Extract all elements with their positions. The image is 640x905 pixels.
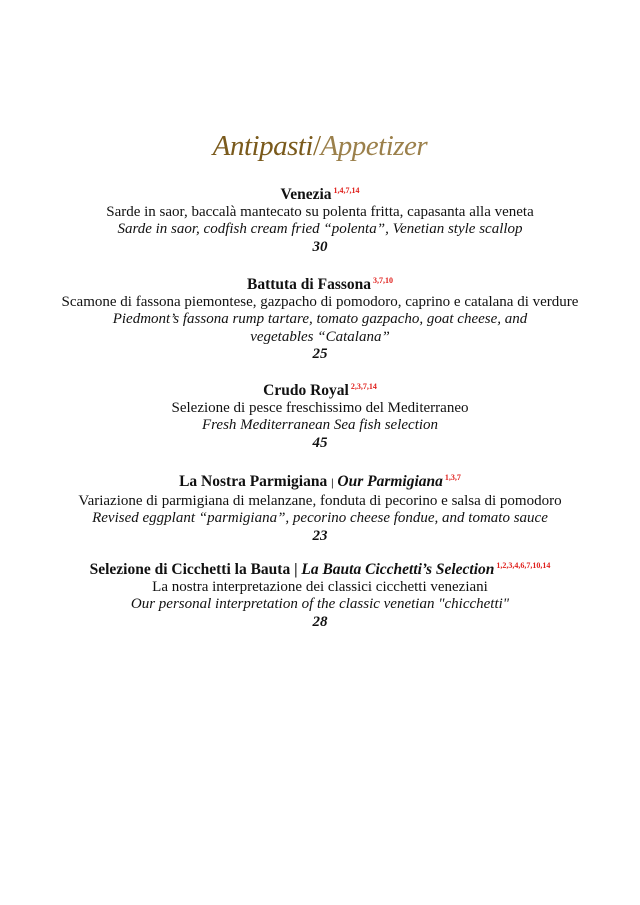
item-name	[40, 378, 600, 400]
name-separator: |	[294, 561, 298, 578]
item-description-it: Selezione di pesce freschissimo del Mediterraneo	[171, 399, 469, 416]
item-description-en: Sarde in saor, codfish cream fried “polenta”, Venetian style scallop	[117, 221, 523, 237]
menu-item	[40, 182, 600, 256]
item-description-en: Piedmont’s fassona rump tartare, tomato gazpacho, goat cheese, and vegetables “Catalana”	[112, 311, 528, 345]
item-name-en: Our Parmigiana	[337, 473, 443, 490]
item-name	[40, 469, 600, 493]
title-english: Appetizer	[320, 130, 428, 162]
menu-item	[40, 378, 600, 452]
allergens: 1,3,7	[444, 473, 461, 482]
item-price: 45	[312, 434, 328, 451]
item-name-it: La Nostra Parmigiana	[179, 473, 328, 490]
item-description-it: Sarde in saor, baccalà mantecato su polenta fritta, capasanta alla veneta	[106, 203, 534, 220]
item-name-it: Battuta di Fassona	[246, 276, 372, 293]
item-name	[40, 557, 600, 579]
title-separator: /	[313, 130, 321, 162]
title-italian: Antipasti	[212, 130, 313, 162]
item-name-it: Selezione di Cicchetti la Bauta	[89, 561, 291, 578]
menu-item	[40, 272, 600, 364]
menu-item	[40, 469, 600, 545]
allergens: 3,7,10	[373, 276, 394, 285]
item-name-it: Venezia	[280, 186, 332, 203]
menu-item	[40, 557, 600, 631]
item-price: 30	[312, 238, 328, 255]
section-title	[0, 130, 640, 163]
item-description-en: Fresh Mediterranean Sea fish selection	[201, 417, 439, 433]
item-name-it: Crudo Royal	[263, 382, 349, 399]
allergens: 1,4,7,14	[333, 186, 360, 195]
allergens: 2,3,7,14	[350, 382, 377, 391]
item-description-it: Variazione di parmigiana di melanzane, fonduta di pecorino e salsa di pomodoro	[78, 492, 562, 509]
item-name	[40, 182, 600, 204]
item-price: 25	[312, 346, 328, 362]
item-description-it: Scamone di fassona piemontese, gazpacho di pomodoro, caprino e catalana di verdure	[61, 293, 579, 310]
item-name-en: La Bauta Cicchetti’s Selection	[301, 561, 495, 578]
allergens: 1,2,3,4,6,7,10,14	[496, 561, 551, 570]
item-name	[40, 272, 600, 294]
item-description-en: Our personal interpretation of the classic venetian "chicchetti"	[130, 596, 510, 612]
item-description-en: Revised eggplant “parmigiana”, pecorino cheese fondue, and tomato sauce	[92, 510, 548, 526]
item-price: 23	[312, 527, 328, 544]
name-separator: |	[331, 477, 334, 489]
item-price: 28	[312, 613, 328, 630]
item-description-it: La nostra interpretazione dei classici cicchetti veneziani	[152, 578, 488, 595]
